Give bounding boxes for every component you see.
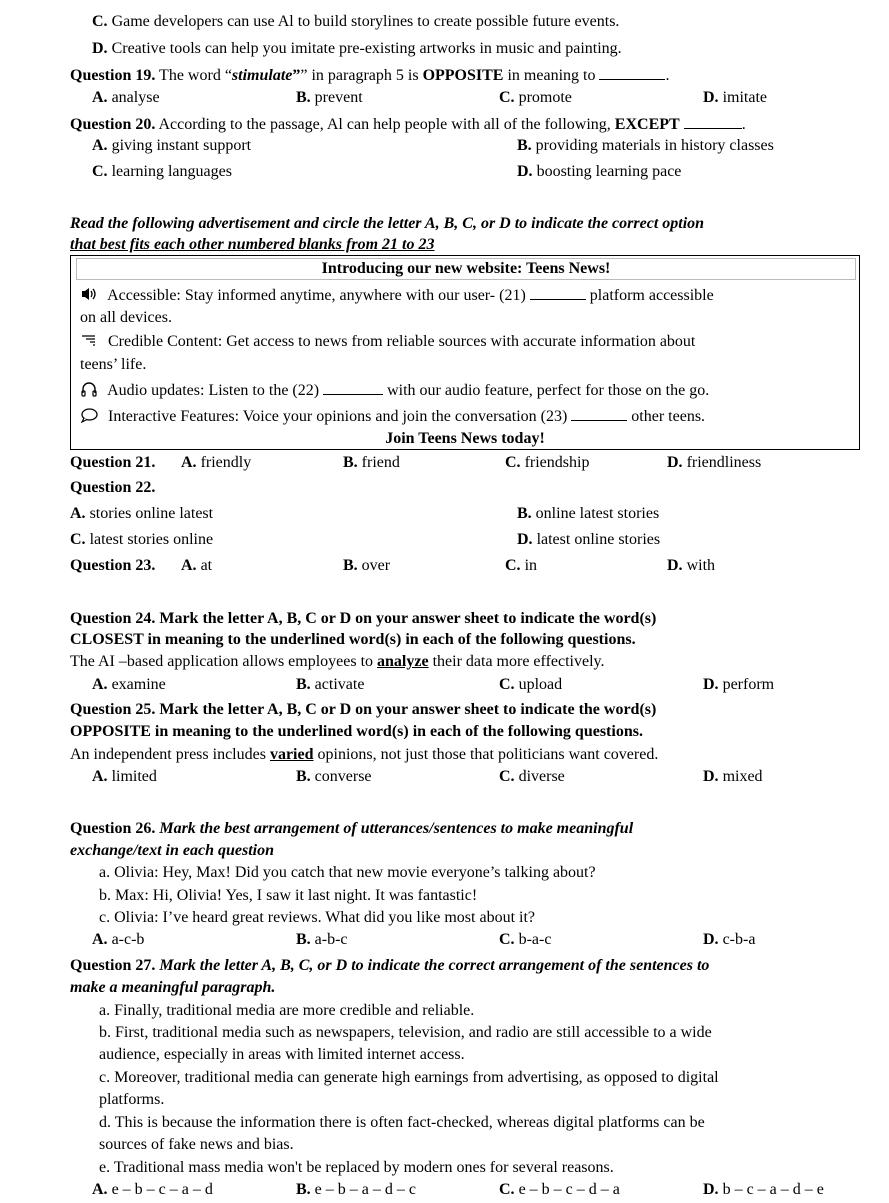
option-text: imitate	[718, 89, 767, 106]
option-text: e – b – c – a – d	[107, 1181, 213, 1198]
q19-stem: Question 19. The word “stimulate”” in paragraph 5 is OPPOSITE in meaning to .	[70, 67, 670, 84]
q27-line-d: d. This is because the information there is often fact-checked, whereas digital platforms can be	[99, 1114, 705, 1131]
underlined-word: analyze	[377, 653, 429, 670]
option-text: online latest stories	[531, 505, 660, 522]
q27-line-b: b. First, traditional media such as newspapers, television, and radio are still accessible to a wide	[99, 1024, 712, 1041]
q19-option-c	[499, 88, 572, 108]
question-keyword: stimulate	[231, 67, 293, 84]
option-text: e – b – c – d – a	[514, 1181, 620, 1198]
q26-option-a	[92, 930, 144, 950]
option-text: latest online stories	[532, 531, 661, 548]
q26-line-a: a. Olivia: Hey, Max! Did you catch that new movie everyone’s talking about?	[99, 864, 596, 881]
option-letter: C.	[92, 163, 108, 180]
option-letter: B.	[296, 931, 311, 948]
option-text: latest stories online	[85, 531, 214, 548]
sentence-text: The AI –based application allows employees to	[70, 653, 378, 670]
answer-blank-22	[323, 380, 383, 395]
option-text: giving instant support	[107, 137, 252, 154]
answer-blank	[684, 114, 742, 129]
option-letter: B.	[296, 1181, 311, 1198]
option-letter: C.	[499, 676, 515, 693]
option-text: over	[357, 557, 391, 574]
option-text: with	[682, 557, 716, 574]
question-instruction: Mark the letter A, B, C, or D to indicate the correct arrangement of the sentences to	[155, 957, 710, 974]
option-text: analyse	[107, 89, 160, 106]
option-letter: D.	[703, 768, 719, 785]
option-text: prevent	[310, 89, 363, 106]
option-text: b – c – a – d – e	[718, 1181, 824, 1198]
ad-item-text: Audio updates: Listen to the (22)	[104, 382, 324, 399]
q27-line-d-cont: sources of fake news and bias.	[99, 1136, 294, 1153]
q25-option-a	[92, 767, 157, 787]
q18-option-d	[92, 39, 622, 59]
q24-instruction-1: Question 24. Mark the letter A, B, C or D on your answer sheet to indicate the word(s)	[70, 610, 657, 627]
question-text: in meaning to	[503, 67, 600, 84]
question-instruction: Mark the best arrangement of utterances/sentences to make meaningful	[155, 820, 634, 837]
option-text: c-b-a	[718, 931, 756, 948]
question-text: According to the passage, Al can help people with all of the following,	[155, 116, 615, 133]
q23-option-c	[505, 556, 537, 576]
option-letter: B.	[343, 557, 358, 574]
q21-option-a	[181, 453, 251, 473]
option-letter: C.	[499, 1181, 515, 1198]
sentence-text: An independent press includes	[70, 746, 270, 763]
ad-item-credible-cont: teens’ life.	[80, 356, 147, 373]
option-text: a-b-c	[310, 931, 348, 948]
answer-blank-21	[530, 285, 586, 300]
q26-line-c: c. Olivia: I’ve heard great reviews. What did you like most about it?	[99, 909, 536, 926]
q27-line-c: c. Moreover, traditional media can generate high earnings from advertising, as opposed to digital	[99, 1069, 719, 1086]
option-letter: A.	[92, 768, 108, 785]
q23-option-d	[667, 556, 715, 576]
ad-item-text: Credible Content: Get access to news from reliable sources with accurate information about	[104, 333, 696, 350]
option-letter: A.	[92, 676, 108, 693]
q27-option-c	[499, 1180, 620, 1200]
option-letter: C.	[505, 557, 521, 574]
option-text: perform	[718, 676, 775, 693]
q27-option-a	[92, 1180, 213, 1200]
q20-option-a	[92, 136, 251, 156]
option-letter: B.	[296, 768, 311, 785]
underlined-word: varied	[269, 746, 314, 763]
q26-line-b: b. Max: Hi, Olivia! Yes, I saw it last night. It was fantastic!	[99, 887, 478, 904]
option-text: friendly	[196, 454, 252, 471]
q24-option-a	[92, 675, 166, 695]
option-text: friend	[357, 454, 400, 471]
q25-option-c	[499, 767, 565, 787]
q23-option-b	[343, 556, 390, 576]
q27-line-c-cont: platforms.	[99, 1091, 165, 1108]
option-letter: B.	[517, 505, 532, 522]
q26-option-d	[703, 930, 755, 950]
speech-bubble-icon	[80, 407, 98, 423]
option-text: stories online latest	[85, 505, 214, 522]
option-text: e – b – a – d – c	[310, 1181, 416, 1198]
q19-option-b	[296, 88, 363, 108]
ad-item-accessible-cont: on all devices.	[80, 309, 172, 326]
option-letter: B.	[343, 454, 358, 471]
q25-option-b	[296, 767, 372, 787]
option-letter: C.	[499, 89, 515, 106]
question-label: Question 19.	[70, 67, 156, 84]
option-letter: A.	[70, 505, 86, 522]
option-letter: D.	[517, 531, 533, 548]
q20-option-d	[517, 162, 681, 182]
q22-label: Question 22.	[70, 479, 156, 496]
option-text: mixed	[718, 768, 763, 785]
option-letter: A.	[181, 454, 197, 471]
option-letter: D.	[703, 1181, 719, 1198]
ad-item-text: platform accessible	[585, 287, 714, 304]
option-letter: D.	[703, 89, 719, 106]
q27-instruction-2: make a meaningful paragraph.	[70, 979, 276, 996]
question-label: Question 26.	[70, 820, 156, 837]
option-text: b-a-c	[514, 931, 552, 948]
q27-stem	[70, 956, 709, 976]
option-text: Creative tools can help you imitate pre-existing artworks in music and painting.	[107, 40, 622, 57]
option-letter: A.	[92, 931, 108, 948]
option-letter: D.	[667, 454, 683, 471]
q26-option-c	[499, 930, 551, 950]
q21-option-c	[505, 453, 589, 473]
instructions-line-2: that best fits each other numbered blanks from 21 to 23	[70, 236, 435, 253]
option-text: at	[196, 557, 213, 574]
option-letter: B.	[296, 676, 311, 693]
answer-blank-23	[571, 406, 627, 421]
option-text: upload	[514, 676, 563, 693]
q21-option-b	[343, 453, 400, 473]
question-end: .	[665, 67, 670, 84]
q24-option-b	[296, 675, 364, 695]
q27-option-b	[296, 1180, 416, 1200]
option-letter: C.	[70, 531, 86, 548]
option-letter: A.	[92, 137, 108, 154]
option-letter: C.	[505, 454, 521, 471]
option-text: diverse	[514, 768, 565, 785]
q21-label: Question 21.	[70, 454, 156, 471]
option-letter: C.	[499, 768, 515, 785]
advertisement-title: Introducing our new website: Teens News!	[321, 260, 611, 277]
ad-item-text: other teens.	[627, 408, 706, 425]
option-text: activate	[310, 676, 365, 693]
q22-option-b	[517, 504, 659, 524]
ad-item-text: Interactive Features: Voice your opinions and join the conversation (23)	[104, 408, 572, 425]
q20-option-b	[517, 136, 774, 156]
q24-option-d	[703, 675, 774, 695]
option-letter: D.	[703, 931, 719, 948]
q21-option-d	[667, 453, 761, 473]
q24-instruction-2: CLOSEST in meaning to the underlined word(s) in each of the following questions.	[70, 631, 636, 648]
option-letter: D.	[667, 557, 683, 574]
ad-item-accessible	[80, 285, 714, 306]
option-letter: C.	[499, 931, 515, 948]
option-text: boosting learning pace	[532, 163, 682, 180]
option-letter: B.	[296, 89, 311, 106]
q25-instruction-2: OPPOSITE in meaning to the underlined word(s) in each of the following questions.	[70, 723, 643, 740]
option-letter: D.	[517, 163, 533, 180]
option-letter: A.	[92, 89, 108, 106]
option-text: friendship	[520, 454, 590, 471]
question-emphasis: EXCEPT	[614, 116, 680, 133]
option-text: learning languages	[107, 163, 232, 180]
speaker-icon	[80, 286, 98, 302]
option-letter: A.	[92, 1181, 108, 1198]
q20-stem	[70, 114, 746, 135]
q23-option-a	[181, 556, 212, 576]
q27-line-e: e. Traditional mass media won't be replaced by modern ones for several reasons.	[99, 1159, 614, 1176]
ad-item-audio	[80, 380, 709, 401]
q27-option-d	[703, 1180, 824, 1200]
q19-option-d	[703, 88, 767, 108]
q27-line-b-cont: audience, especially in areas with limited internet access.	[99, 1046, 465, 1063]
question-text: The word “	[155, 67, 232, 84]
q26-option-b	[296, 930, 348, 950]
q23-label: Question 23.	[70, 557, 156, 574]
question-label: Question 27.	[70, 957, 156, 974]
q24-option-c	[499, 675, 562, 695]
q22-option-a	[70, 504, 213, 524]
q24-sentence	[70, 652, 605, 672]
option-text: limited	[107, 768, 157, 785]
question-text: ” in paragraph 5 is	[300, 67, 423, 84]
q25-option-d	[703, 767, 763, 787]
list-icon	[80, 332, 98, 348]
q20-option-c	[92, 162, 232, 182]
q19-option-a	[92, 88, 160, 108]
ad-item-text: with our audio feature, perfect for those on the go.	[383, 382, 710, 399]
ad-item-text: Accessible: Stay informed anytime, anywhere with our user- (21)	[104, 287, 530, 304]
headphones-icon	[80, 381, 98, 397]
option-text: in	[520, 557, 538, 574]
q22-option-c	[70, 530, 213, 550]
ad-footer: Join Teens News today!	[385, 430, 545, 447]
option-text: converse	[310, 768, 372, 785]
question-label: Question 20.	[70, 116, 156, 133]
option-text: promote	[514, 89, 572, 106]
option-text: a-c-b	[107, 931, 145, 948]
option-letter: D.	[92, 40, 108, 57]
option-letter: C.	[92, 13, 108, 30]
q22-option-d	[517, 530, 660, 550]
option-text: Game developers can use Al to build storylines to create possible future events.	[107, 13, 620, 30]
q18-option-c	[92, 12, 619, 32]
q26-instruction-2: exchange/text in each question	[70, 842, 274, 859]
q26-stem	[70, 819, 633, 839]
ad-item-credible	[80, 332, 695, 352]
q27-line-a: a. Finally, traditional media are more credible and reliable.	[99, 1002, 475, 1019]
question-end: .	[741, 116, 746, 133]
option-text: examine	[107, 676, 166, 693]
instructions-line-1: Read the following advertisement and circle the letter A, B, C, or D to indicate the correct option	[70, 215, 705, 232]
option-text: providing materials in history classes	[531, 137, 774, 154]
question-emphasis: OPPOSITE	[422, 67, 504, 84]
option-letter: B.	[517, 137, 532, 154]
option-text: friendliness	[682, 454, 762, 471]
option-letter: D.	[703, 676, 719, 693]
answer-blank	[599, 65, 665, 80]
ad-item-interactive	[80, 406, 705, 427]
option-letter: A.	[181, 557, 197, 574]
q25-instruction-1: Question 25. Mark the letter A, B, C or D on your answer sheet to indicate the word(s)	[70, 701, 657, 718]
sentence-text: opinions, not just those that politicians want covered.	[313, 746, 659, 763]
q25-sentence	[70, 745, 658, 765]
sentence-text: their data more effectively.	[428, 653, 605, 670]
